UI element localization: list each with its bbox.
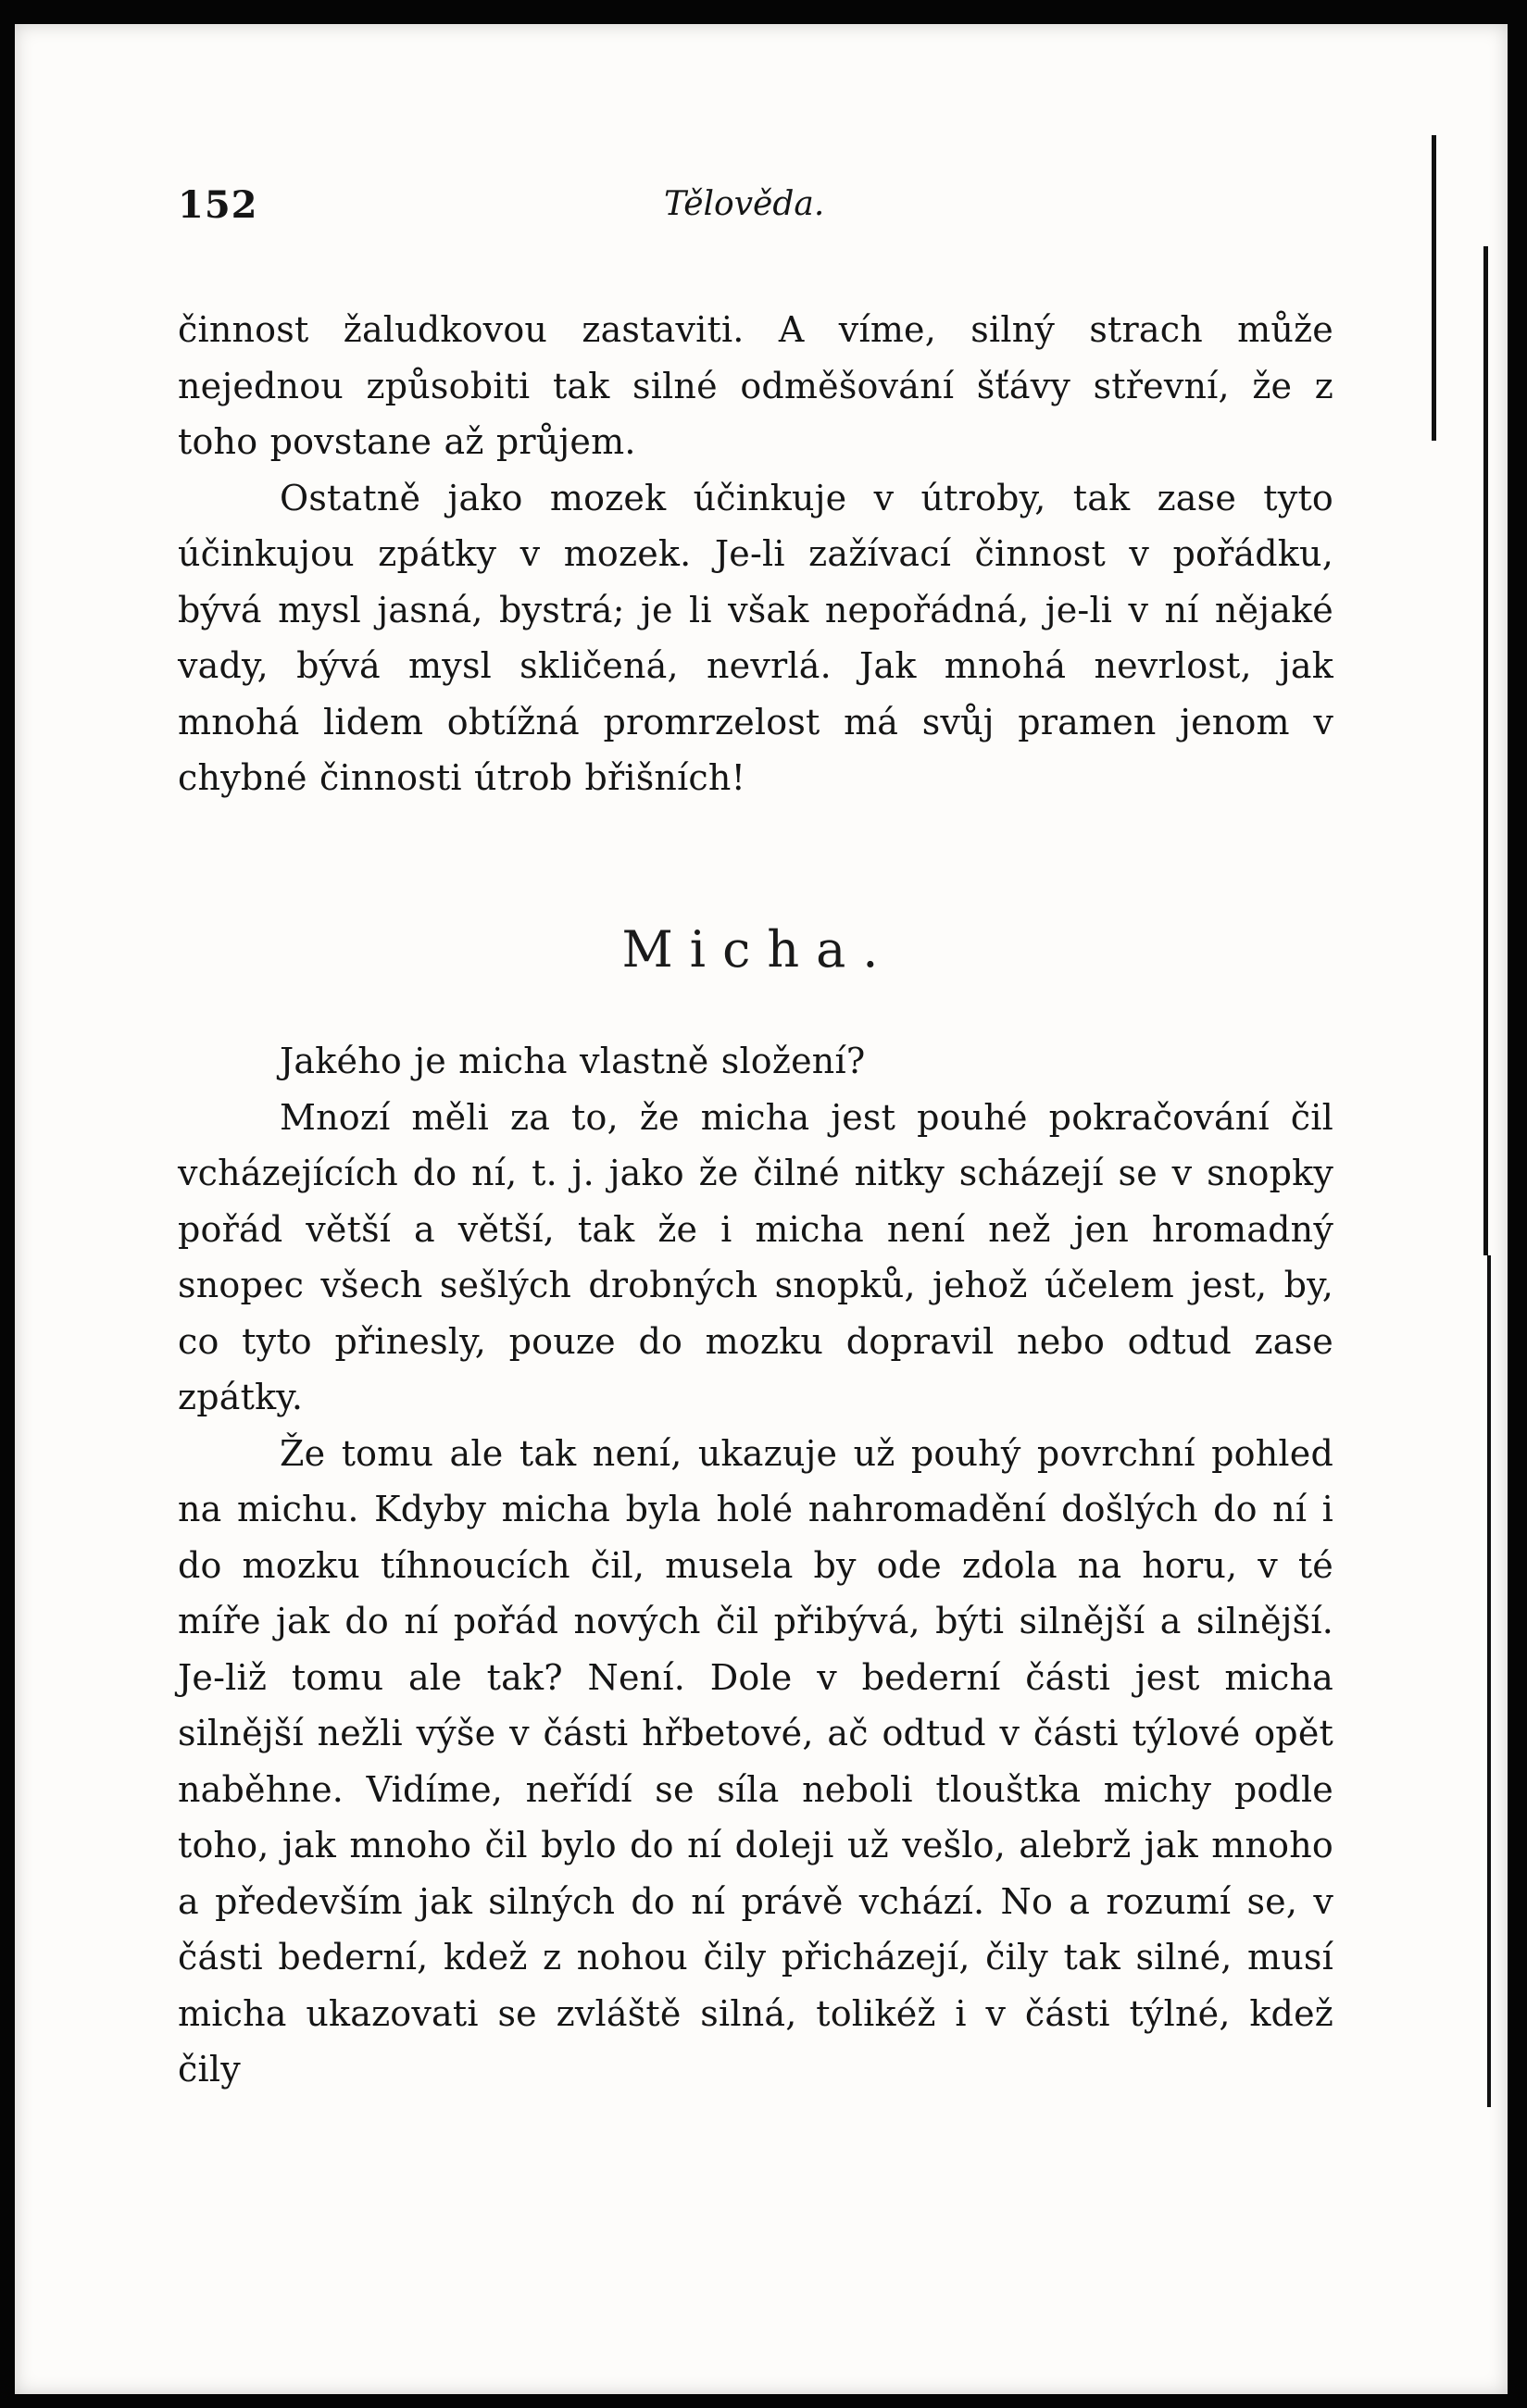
paragraph: Že tomu ale tak není, ukazuje už pouhý povrchní pohled na michu. Kdyby micha byla holé nahromadění došlých do ní i do mozku tíhnoucích čil, musela by ode zdola na horu, v té míře jak do ní pořád nových čil přibývá, býti silnější a silnější. Je-liž tomu ale tak? Není. Dole v bederní části jest micha silnější nežli výše v části hřbetové, ač odtud v části týlové opět naběhne. Vidíme, neřídí se síla neboli tlouštka michy podle toho, jak mnoho čil bylo do ní doleji už vešlo, alebrž jak mnoho a především jak silných do ní právě vchází. No a rozumí se, v části bederní, kdež z nohou čily přicházejí, čily tak silné, musí micha ukazovati se zvláště silná, tolikéž i v části týlné, kdež čily bbox=[178, 1432, 1333, 2090]
binding-edge-line bbox=[1432, 135, 1436, 441]
running-title: Tělověda. bbox=[664, 185, 825, 223]
paragraph: Mnozí měli za to, že micha jest pouhé pokračování čil vcházejících do ní, t. j. jako že čilné nitky scházejí se v snopky pořád větší a větší, tak že i micha není než jen hromadný snopec všech sešlých drobných snopků, jehož účelem jest, by, co tyto přinesly, pouze do mozku dopravil nebo odtud zase zpátky. bbox=[178, 1096, 1333, 1417]
page-number: 152 bbox=[178, 183, 258, 227]
paragraph: činnost žaludkovou zastaviti. A víme, silný strach může nejednou způsobiti tak silné odměšování šťávy střevní, že z toho povstane až průjem. bbox=[178, 309, 1333, 462]
book-page bbox=[15, 24, 1508, 2394]
section-text bbox=[178, 1033, 1333, 2098]
binding-edge-line bbox=[1487, 1255, 1491, 2107]
binding-edge-line bbox=[1483, 246, 1488, 1255]
paragraph: Jakého je micha vlastně složení? bbox=[280, 1041, 866, 1081]
page-header bbox=[161, 183, 1356, 239]
paragraph: Ostatně jako mozek účinkuje v útroby, tak zase tyto účinkujou zpátky v mozek. Je-li zažívací činnost v pořádku, bývá mysl jasná, bystrá; je li však nepořádná, je-li v ní nějaké vady, bývá mysl skličená, nevrlá. Jak mnohá nevrlost, jak mnohá lidem obtížná promrzelost má svůj pramen jenom v chybné činnosti útrob břišních! bbox=[178, 477, 1333, 798]
section-heading: Micha. bbox=[621, 920, 895, 979]
intro-text bbox=[178, 302, 1333, 806]
